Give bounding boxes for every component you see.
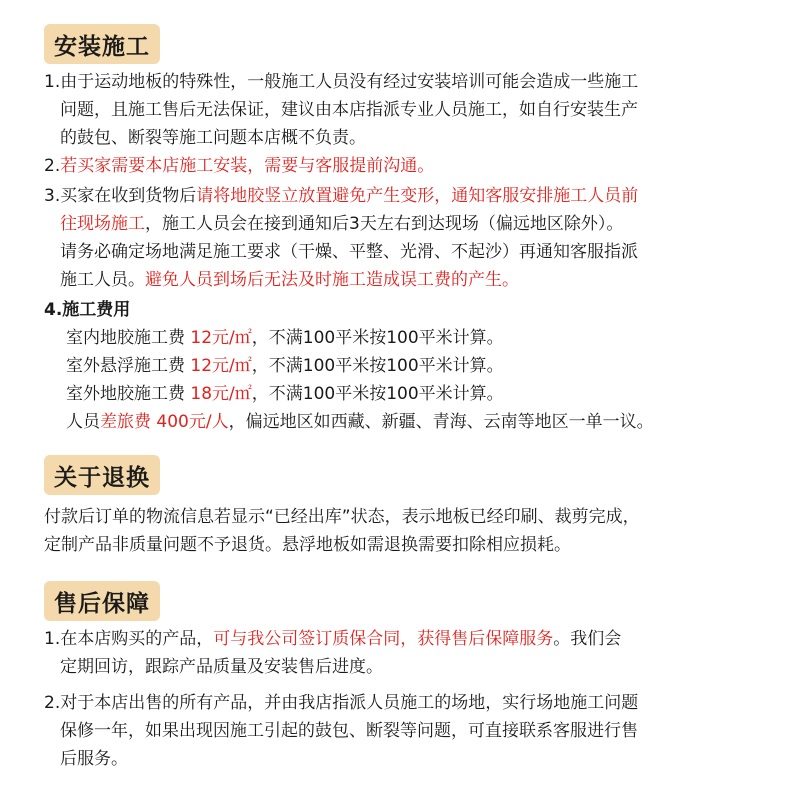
install-item4-heading bbox=[44, 298, 130, 322]
install-item2-text: 若买家需要本店施工安装，需要与客服提前沟通。 bbox=[60, 156, 435, 176]
returns-section-header bbox=[44, 455, 160, 495]
fee-label: 室外悬浮施工费 bbox=[66, 356, 191, 376]
aftersales-item2-line2: 保修一年，如果出现因施工引起的鼓包、断裂等问题，可直接联系客服进行售 bbox=[60, 721, 638, 741]
aftersales-item1-lead: 1.在本店购买的产品， bbox=[44, 629, 214, 649]
fee-label: 室内地胶施工费 bbox=[66, 328, 191, 348]
aftersales-section-header bbox=[44, 581, 160, 621]
fee-row-indoor bbox=[66, 326, 504, 350]
fee-note: ，不满100平米按100平米计算。 bbox=[251, 384, 504, 404]
aftersales-item1-rest: 。我们会 bbox=[553, 629, 622, 649]
install-item3-line3: 请务必确定场地满足施工要求（干燥、平整、光滑、不起沙）再通知客服指派 bbox=[60, 242, 638, 262]
install-item4-title: 施工费用 bbox=[62, 300, 131, 320]
aftersales-section-title: 售后保障 bbox=[54, 590, 150, 617]
install-item3-line4 bbox=[60, 268, 519, 292]
aftersales-item2-line3: 后服务。 bbox=[60, 749, 128, 769]
install-item3-line4-red: 避免人员到场后无法及时施工造成误工费的产生。 bbox=[145, 270, 519, 290]
returns-section-title: 关于退换 bbox=[54, 464, 150, 491]
fee-row-outdoor-suspended bbox=[66, 354, 504, 378]
install-section-header bbox=[44, 24, 160, 64]
install-item2 bbox=[44, 154, 434, 178]
fee-note: ，不满100平米按100平米计算。 bbox=[251, 356, 504, 376]
aftersales-item2-line1: 2.对于本店出售的所有产品，并由我店指派人员施工的场地，实行场地施工问题 bbox=[44, 693, 639, 713]
install-item3-lead: 3.买家在收到货物后 bbox=[44, 186, 197, 206]
fee-row-travel bbox=[66, 410, 654, 434]
install-item3-line2 bbox=[60, 212, 623, 236]
aftersales-item1-line2: 定期回访，跟踪产品质量及安装售后进度。 bbox=[60, 657, 383, 677]
fee-price: 12元/㎡ bbox=[190, 356, 252, 376]
returns-line2: 定制产品非质量问题不予退货。悬浮地板如需退换需要扣除相应损耗。 bbox=[44, 535, 571, 555]
fee-label: 室外地胶施工费 bbox=[66, 384, 191, 404]
fee-note: ，不满100平米按100平米计算。 bbox=[251, 328, 504, 348]
install-item3-line1 bbox=[44, 184, 638, 208]
fee-price: 12元/㎡ bbox=[190, 328, 252, 348]
travel-price: 差旅费 400元/人 bbox=[100, 412, 229, 432]
aftersales-item1-red: 可与我公司签订质保合同，获得售后保障服务 bbox=[213, 629, 554, 649]
travel-lead: 人员 bbox=[66, 412, 100, 432]
install-item2-num: 2. bbox=[44, 156, 61, 176]
fee-price: 18元/㎡ bbox=[190, 384, 252, 404]
install-section-title: 安装施工 bbox=[54, 33, 150, 60]
fee-row-outdoor-glue bbox=[66, 382, 504, 406]
aftersales-item1-line1 bbox=[44, 627, 621, 651]
install-item3-rest2: ，施工人员会在接到通知后3天左右到达现场（偏远地区除外）。 bbox=[145, 214, 624, 234]
install-item3-red1: 请将地胶竖立放置避免产生变形，通知客服安排施工人员前 bbox=[196, 186, 639, 206]
install-item1-line2: 问题，且施工售后无法保证，建议由本店指派专业人员施工，如自行安装生产 bbox=[60, 100, 638, 120]
install-item1-line1: 1.由于运动地板的特殊性，一般施工人员没有经过安装培训可能会造成一些施工 bbox=[44, 72, 639, 92]
returns-line1: 付款后订单的物流信息若显示“已经出库”状态，表示地板已经印刷、裁剪完成， bbox=[44, 507, 640, 527]
travel-rest: ，偏远地区如西藏、新疆、青海、云南等地区一单一议。 bbox=[228, 412, 654, 432]
install-item3-line4-lead: 施工人员。 bbox=[60, 270, 145, 290]
install-item4-num: 4. bbox=[44, 300, 63, 320]
install-item1-line3: 的鼓包、断裂等施工问题本店概不负责。 bbox=[60, 128, 366, 148]
install-item3-red2: 往现场施工 bbox=[60, 214, 145, 234]
